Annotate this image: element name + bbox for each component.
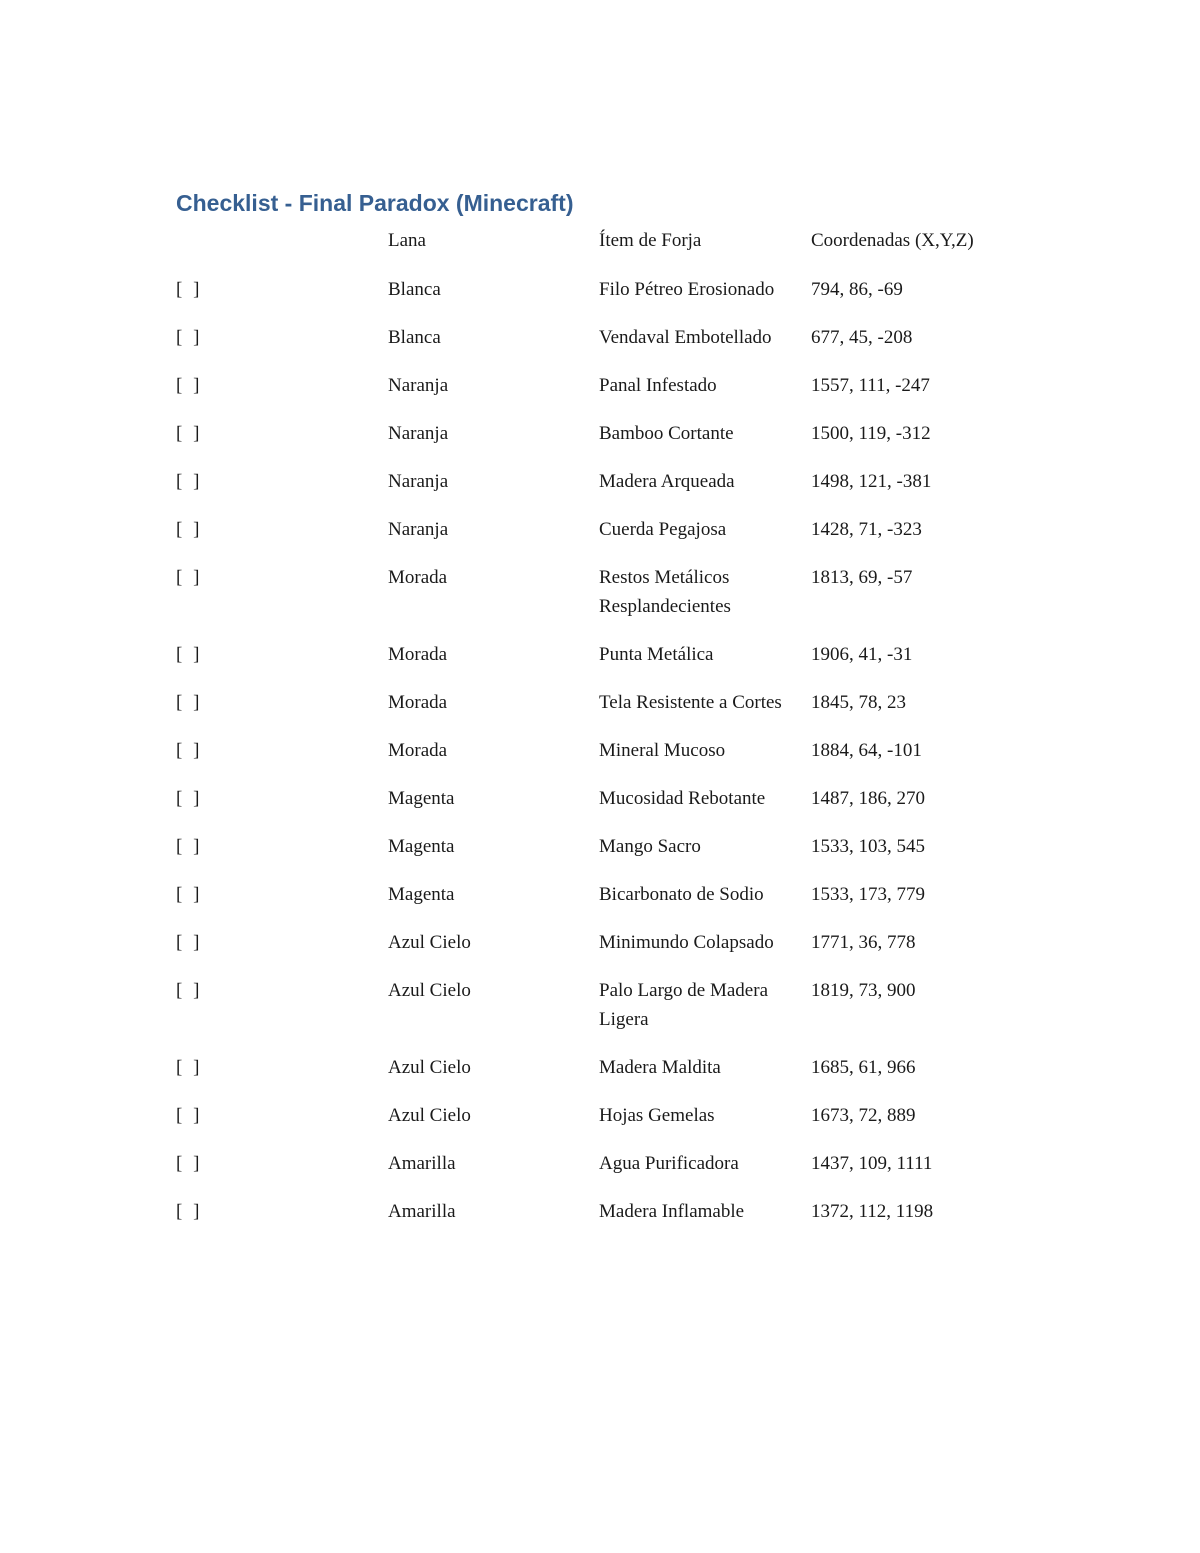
table-row xyxy=(176,323,1056,371)
item-cell: Palo Largo de Madera Ligera xyxy=(599,980,769,1030)
table-row xyxy=(176,371,1056,419)
checkbox-cell[interactable]: [ ] xyxy=(176,327,203,348)
coords-cell: 1437, 109, 1111 xyxy=(811,1153,933,1174)
table-row xyxy=(176,688,1056,736)
item-cell: Madera Inflamable xyxy=(599,1201,745,1222)
table-row xyxy=(176,880,1056,928)
checkbox-cell[interactable]: [ ] xyxy=(176,1201,203,1222)
table-row xyxy=(176,784,1056,832)
lana-cell: Azul Cielo xyxy=(388,1057,471,1078)
coords-cell: 1845, 78, 23 xyxy=(811,692,906,713)
checkbox-cell[interactable]: [ ] xyxy=(176,519,203,540)
checkbox-cell[interactable]: [ ] xyxy=(176,788,203,809)
coords-cell: 1813, 69, -57 xyxy=(811,567,913,588)
header-row xyxy=(176,226,1056,275)
lana-cell: Magenta xyxy=(388,884,455,905)
header-check xyxy=(176,226,388,275)
coords-cell: 1673, 72, 889 xyxy=(811,1105,916,1126)
table-row xyxy=(176,419,1056,467)
table-body xyxy=(176,275,1056,1245)
table-row xyxy=(176,976,1056,1053)
coords-cell: 1533, 103, 545 xyxy=(811,836,925,857)
table-row xyxy=(176,736,1056,784)
item-cell: Tela Resistente a Cortes xyxy=(599,692,782,713)
table-row xyxy=(176,1053,1056,1101)
table-row xyxy=(176,1149,1056,1197)
lana-cell: Amarilla xyxy=(388,1153,456,1174)
checkbox-cell[interactable]: [ ] xyxy=(176,692,203,713)
checkbox-cell[interactable]: [ ] xyxy=(176,1153,203,1174)
coords-cell: 1906, 41, -31 xyxy=(811,644,913,665)
coords-cell: 1557, 111, -247 xyxy=(811,375,930,396)
table-row xyxy=(176,928,1056,976)
table-row xyxy=(176,275,1056,323)
lana-cell: Magenta xyxy=(388,836,455,857)
item-cell: Madera Maldita xyxy=(599,1057,721,1078)
lana-cell: Blanca xyxy=(388,279,441,300)
coords-cell: 1428, 71, -323 xyxy=(811,519,922,540)
coords-cell: 1771, 36, 778 xyxy=(811,932,916,953)
lana-cell: Morada xyxy=(388,740,448,761)
lana-cell: Naranja xyxy=(388,519,449,540)
coords-cell: 1884, 64, -101 xyxy=(811,740,922,761)
lana-cell: Blanca xyxy=(388,327,441,348)
lana-cell: Azul Cielo xyxy=(388,980,471,1001)
coords-cell: 1819, 73, 900 xyxy=(811,980,916,1001)
item-cell: Agua Purificadora xyxy=(599,1153,739,1174)
coords-cell: 1685, 61, 966 xyxy=(811,1057,916,1078)
checkbox-cell[interactable]: [ ] xyxy=(176,279,203,300)
coords-cell: 1498, 121, -381 xyxy=(811,471,932,492)
checkbox-cell[interactable]: [ ] xyxy=(176,884,203,905)
lana-cell: Azul Cielo xyxy=(388,1105,471,1126)
item-cell: Punta Metálica xyxy=(599,644,714,665)
item-cell: Hojas Gemelas xyxy=(599,1105,715,1126)
table-row xyxy=(176,832,1056,880)
header-coords: Coordenadas (X,Y,Z) xyxy=(811,230,974,251)
header-lana: Lana xyxy=(388,230,426,251)
item-cell: Mango Sacro xyxy=(599,836,701,857)
checkbox-cell[interactable]: [ ] xyxy=(176,471,203,492)
item-cell: Restos Metálicos Resplandecientes xyxy=(599,567,731,617)
checkbox-cell[interactable]: [ ] xyxy=(176,740,203,761)
checkbox-cell[interactable]: [ ] xyxy=(176,375,203,396)
lana-cell: Amarilla xyxy=(388,1201,456,1222)
header-item: Ítem de Forja xyxy=(599,230,702,251)
checkbox-cell[interactable]: [ ] xyxy=(176,1105,203,1126)
item-cell: Bamboo Cortante xyxy=(599,423,734,444)
coords-cell: 1372, 112, 1198 xyxy=(811,1201,934,1222)
item-cell: Minimundo Colapsado xyxy=(599,932,774,953)
lana-cell: Morada xyxy=(388,692,448,713)
lana-cell: Azul Cielo xyxy=(388,932,471,953)
table-row xyxy=(176,515,1056,563)
lana-cell: Naranja xyxy=(388,423,449,444)
lana-cell: Naranja xyxy=(388,471,449,492)
checkbox-cell[interactable]: [ ] xyxy=(176,567,203,588)
table-row xyxy=(176,467,1056,515)
lana-cell: Naranja xyxy=(388,375,449,396)
item-cell: Bicarbonato de Sodio xyxy=(599,884,764,905)
item-cell: Panal Infestado xyxy=(599,375,717,396)
item-cell: Cuerda Pegajosa xyxy=(599,519,727,540)
checkbox-cell[interactable]: [ ] xyxy=(176,1057,203,1078)
table-row xyxy=(176,1197,1056,1245)
coords-cell: 677, 45, -208 xyxy=(811,327,913,348)
item-cell: Mucosidad Rebotante xyxy=(599,788,766,809)
table-row xyxy=(176,1101,1056,1149)
page-title: Checklist - Final Paradox (Minecraft) xyxy=(176,190,574,216)
coords-cell: 1533, 173, 779 xyxy=(811,884,925,905)
table-row xyxy=(176,640,1056,688)
lana-cell: Morada xyxy=(388,567,448,588)
checkbox-cell[interactable]: [ ] xyxy=(176,932,203,953)
lana-cell: Morada xyxy=(388,644,448,665)
coords-cell: 1487, 186, 270 xyxy=(811,788,925,809)
checkbox-cell[interactable]: [ ] xyxy=(176,423,203,444)
item-cell: Madera Arqueada xyxy=(599,471,735,492)
lana-cell: Magenta xyxy=(388,788,455,809)
item-cell: Vendaval Embotellado xyxy=(599,327,772,348)
coords-cell: 1500, 119, -312 xyxy=(811,423,931,444)
checkbox-cell[interactable]: [ ] xyxy=(176,980,203,1001)
table-row xyxy=(176,563,1056,640)
table-header xyxy=(176,226,1056,275)
coords-cell: 794, 86, -69 xyxy=(811,279,903,300)
checkbox-cell[interactable]: [ ] xyxy=(176,836,203,857)
checkbox-cell[interactable]: [ ] xyxy=(176,644,203,665)
item-cell: Mineral Mucoso xyxy=(599,740,726,761)
checklist-table xyxy=(176,226,1056,1245)
item-cell: Filo Pétreo Erosionado xyxy=(599,279,775,300)
